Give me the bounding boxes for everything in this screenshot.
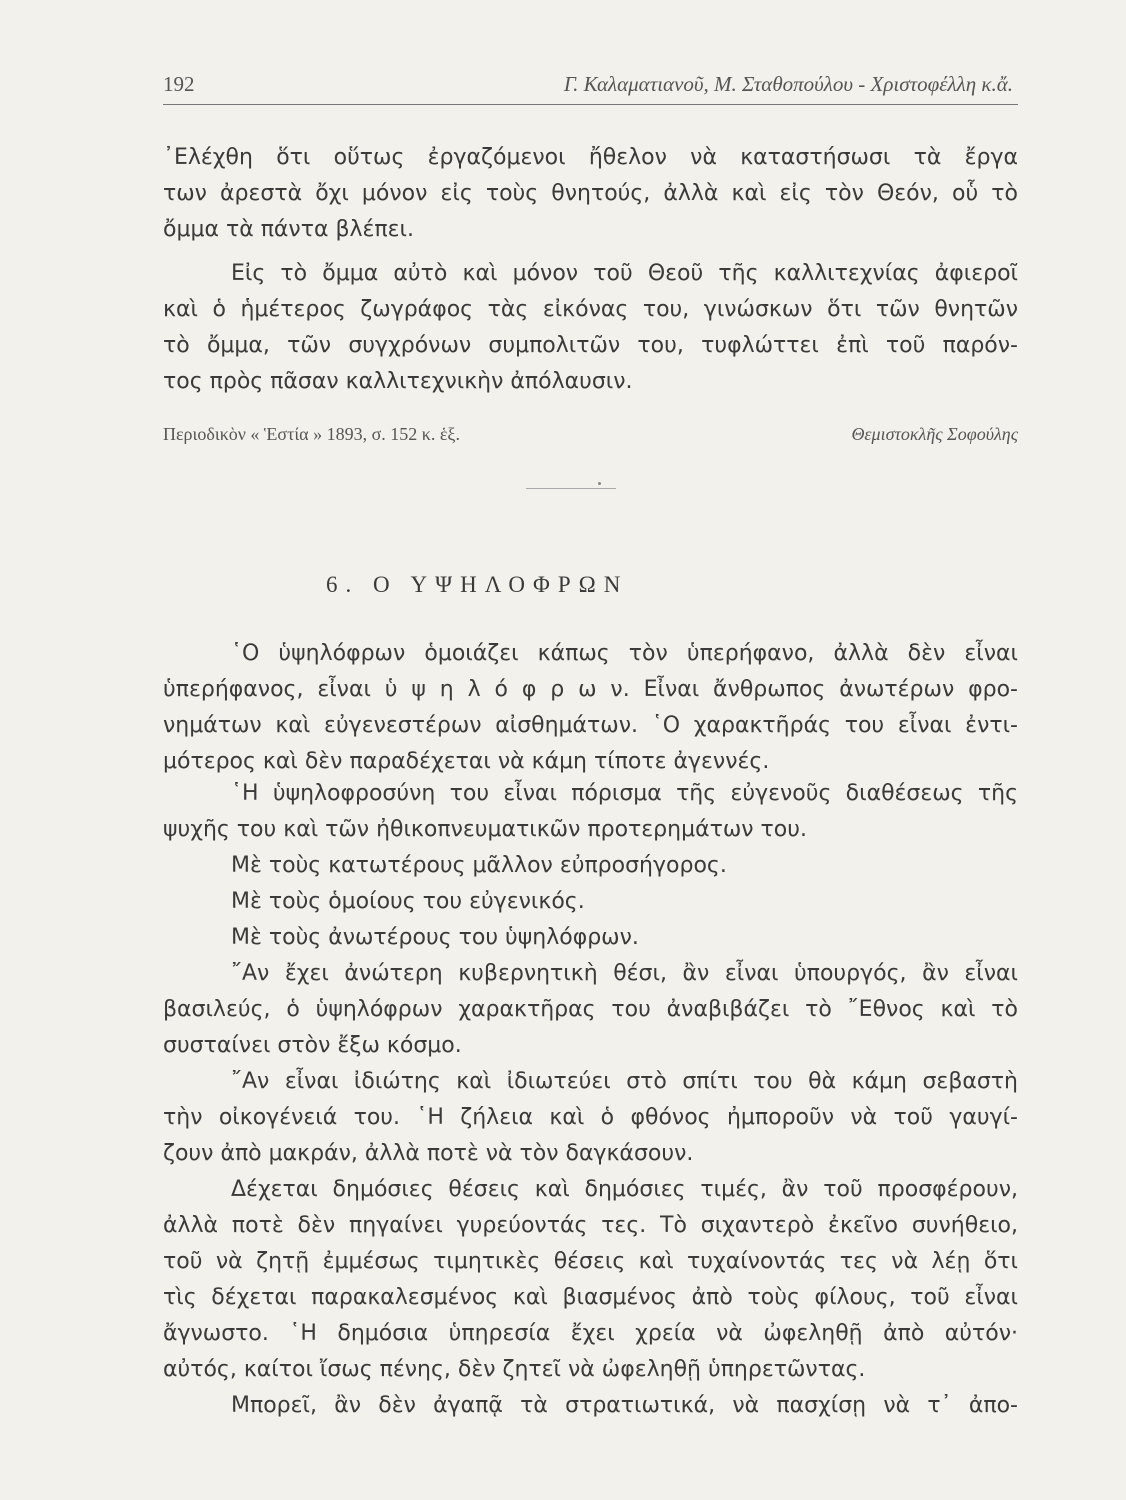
text-line: Μὲ τοὺς ὁμοίους του εὐγενικός.	[231, 889, 585, 914]
text-line: ψυχῆς του καὶ τῶν ἠθικοπνευματικῶν προτερημάτων του.	[163, 817, 807, 842]
text-line: τὴν οἰκογένειά του. ῾Η ζήλεια καὶ ὁ φθόνος ἠμποροῦν νὰ τοῦ γαυγί-	[163, 1105, 1018, 1130]
section-paragraph-4	[163, 1064, 1018, 1172]
text-line: μότερος καὶ δὲν παραδέχεται νὰ κάμη τίποτε ἀγεννές.	[163, 749, 770, 774]
running-title: Γ. Καλαματιανοῦ, Μ. Σταθοπούλου - Χριστοφέλλη κ.ἄ.	[563, 72, 1013, 96]
text-line: τοῦ νὰ ζητῇ ἐμμέσως τιμητικὲς θέσεις καὶ τυχαίνοντάς τες νὰ λέῃ ὅτι	[163, 1249, 1018, 1274]
text-line: ζουν ἀπὸ μακράν, ἀλλὰ ποτὲ νὰ τὸν δαγκάσουν.	[163, 1141, 694, 1166]
divider-dot	[598, 482, 601, 485]
section-divider	[526, 488, 616, 489]
text-line: Μπορεῖ, ἂν δὲν ἀγαπᾷ τὰ στρατιωτικά, νὰ πασχίσῃ νὰ τ᾿ ἀπο-	[231, 1393, 1018, 1418]
text-line: τὶς δέχεται παρακαλεσμένος καὶ βιασμένος ἀπὸ τοὺς φίλους, τοῦ εἶναι	[163, 1285, 1018, 1310]
text-line: συσταίνει στὸν ἔξω κόσμο.	[163, 1033, 462, 1058]
text-line: Μὲ τοὺς κατωτέρους μᾶλλον εὐπροσήγορος.	[231, 853, 727, 878]
text-line: ᾿Ελέχθη ὅτι οὕτως ἐργαζόμενοι ἤθελον νὰ καταστήσωσι τὰ ἔργα	[163, 145, 1018, 170]
section-title: 6. Ο ΥΨΗΛΟΦΡΩΝ	[326, 572, 629, 597]
text-line: των ἀρεστὰ ὄχι μόνον εἰς τοὺς θνητούς, ἀλλὰ καὶ εἰς τὸν Θεόν, οὗ τὸ	[163, 181, 1018, 206]
text-line: ὄμμα τὰ πάντα βλέπει.	[163, 217, 414, 242]
text-line: Δέχεται δημόσιες θέσεις καὶ δημόσιες τιμές, ἂν τοῦ προσφέρουν,	[231, 1177, 1018, 1202]
header-rule	[163, 104, 1018, 105]
text-line: ῾Η ὑψηλοφροσύνη του εἶναι πόρισμα τῆς εὐγενοῦς διαθέσεως τῆς	[231, 781, 1018, 806]
source-reference: Περιοδικὸν « Ἑστία » 1893, σ. 152 κ. ἑξ.	[163, 424, 460, 444]
text-line: νημάτων καὶ εὐγενεστέρων αἰσθημάτων. ῾Ο χαρακτῆράς του εἶναι ἐντι-	[163, 713, 1018, 738]
section-paragraph-6	[163, 1388, 1018, 1424]
source-author: Θεμιστοκλῆς Σοφούλης	[851, 424, 1018, 444]
short-lines	[163, 848, 1018, 956]
text-line: βασιλεύς, ὁ ὑψηλόφρων χαρακτῆρας του ἀναβιβάζει τὸ ῎Εθνος καὶ τὸ	[163, 997, 1018, 1022]
text-line: ῾Ο ὑψηλόφρων ὁμοιάζει κάπως τὸν ὑπερήφανο, ἀλλὰ δὲν εἶναι	[231, 641, 1018, 666]
text-line: τος πρὸς πᾶσαν καλλιτεχνικὴν ἀπόλαυσιν.	[163, 369, 633, 394]
section-paragraph-1	[163, 636, 1018, 780]
text-line: τὸ ὄμμα, τῶν συγχρόνων συμπολιτῶν του, τυφλώττει ἐπὶ τοῦ παρόν-	[163, 333, 1018, 358]
text-line: Μὲ τοὺς ἀνωτέρους του ὑψηλόφρων.	[231, 925, 639, 950]
text-line: Εἰς τὸ ὄμμα αὐτὸ καὶ μόνον τοῦ Θεοῦ τῆς καλλιτεχνίας ἀφιεροῖ	[231, 261, 1018, 286]
text-line: καὶ ὁ ἡμέτερος ζωγράφος τὰς εἰκόνας του, γινώσκων ὅτι τῶν θνητῶν	[163, 297, 1018, 322]
text-line: ὑπερήφανος, εἶναι ὑ ψ η λ ό φ ρ ω ν. Εἶναι ἄνθρωπος ἀνωτέρων φρο-	[163, 677, 1018, 702]
section-paragraph-3	[163, 956, 1018, 1064]
text-line: ῎Αν ἔχει ἀνώτερη κυβερνητικὴ θέσι, ἂν εἶναι ὑπουργός, ἂν εἶναι	[231, 961, 1018, 986]
text-line: αὐτός, καίτοι ἴσως πένης, δὲν ζητεῖ νὰ ὠφεληθῇ ὑπηρετῶντας.	[163, 1357, 866, 1382]
paragraph-2	[163, 256, 1018, 400]
text-line: ῎Αν εἶναι ἰδιώτης καὶ ἰδιωτεύει στὸ σπίτι του θὰ κάμη σεβαστὴ	[231, 1069, 1018, 1094]
text-line: ἄγνωστο. ῾Η δημόσια ὑπηρεσία ἔχει χρεία νὰ ὠφεληθῇ ἀπὸ αὐτόν·	[163, 1321, 1018, 1346]
paragraph-1	[163, 140, 1018, 248]
text-line: ἀλλὰ ποτὲ δὲν πηγαίνει γυρεύοντάς τες. Τὸ σιχαντερὸ ἐκεῖνο συνήθειο,	[163, 1213, 1018, 1238]
page-number: 192	[163, 72, 195, 96]
section-paragraph-5	[163, 1172, 1018, 1388]
section-paragraph-2	[163, 776, 1018, 848]
